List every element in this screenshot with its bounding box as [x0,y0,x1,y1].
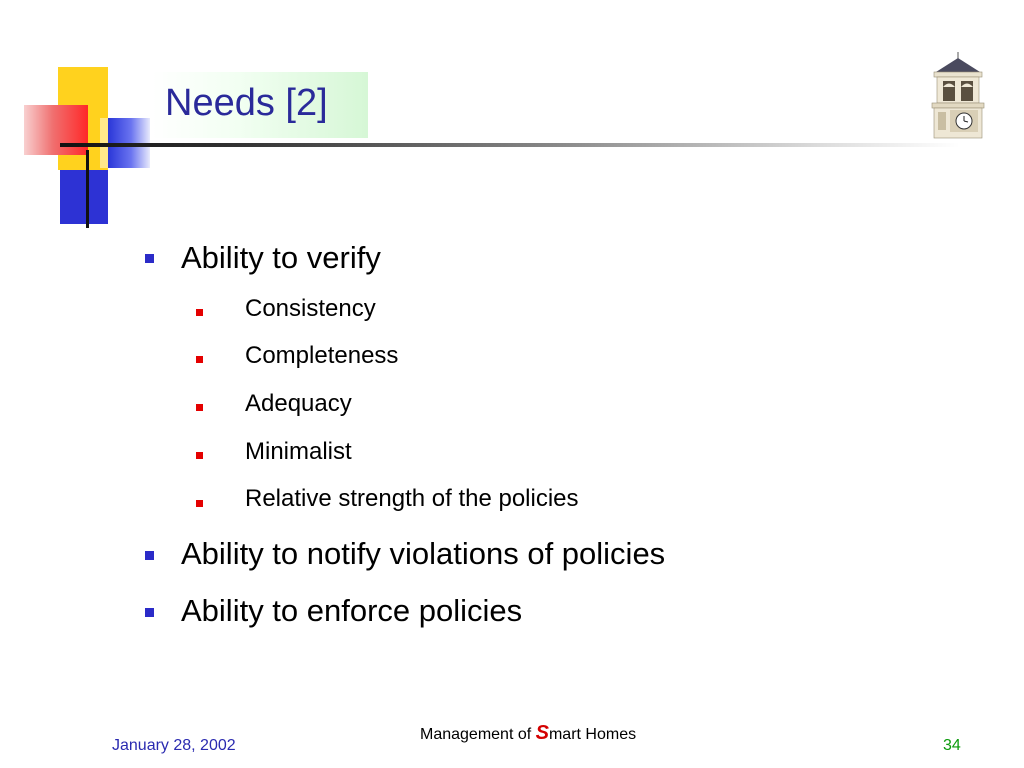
bullet-enforce-policies: Ability to enforce policies [181,593,523,628]
footer-title-suffix: mart Homes [548,726,637,743]
decor-red-square [24,105,88,155]
sub-bullet-consistency: Consistency [245,295,376,322]
sub-bullet-marker-1 [196,309,203,316]
footer-title-letter: S [535,722,549,744]
sub-bullet-adequacy: Adequacy [245,390,352,417]
footer-title [420,722,636,745]
decor-vertical-line [86,150,89,228]
sub-bullet-marker-3 [196,404,203,411]
sub-bullet-marker-4 [196,452,203,459]
footer-date: January 28, 2002 [112,737,236,754]
sub-bullet-completeness: Completeness [245,342,399,369]
bullet-marker-1 [145,254,154,263]
bullet-notify-violations: Ability to notify violations of policies [181,536,666,571]
slide-title: Needs [2] [165,82,328,124]
decor-blue-big-square [60,170,108,224]
bullet-ability-to-verify: Ability to verify [181,240,381,275]
sub-bullet-relative-strength: Relative strength of the policies [245,485,579,512]
footer-title-prefix: Management of [420,726,536,743]
sub-bullet-marker-5 [196,500,203,507]
slide-number: 34 [943,737,961,754]
bullet-marker-3 [145,608,154,617]
title-underline [60,143,960,147]
sub-bullet-minimalist: Minimalist [245,438,352,465]
clock-tower-icon [920,50,996,140]
bullet-marker-2 [145,551,154,560]
sub-bullet-marker-2 [196,356,203,363]
